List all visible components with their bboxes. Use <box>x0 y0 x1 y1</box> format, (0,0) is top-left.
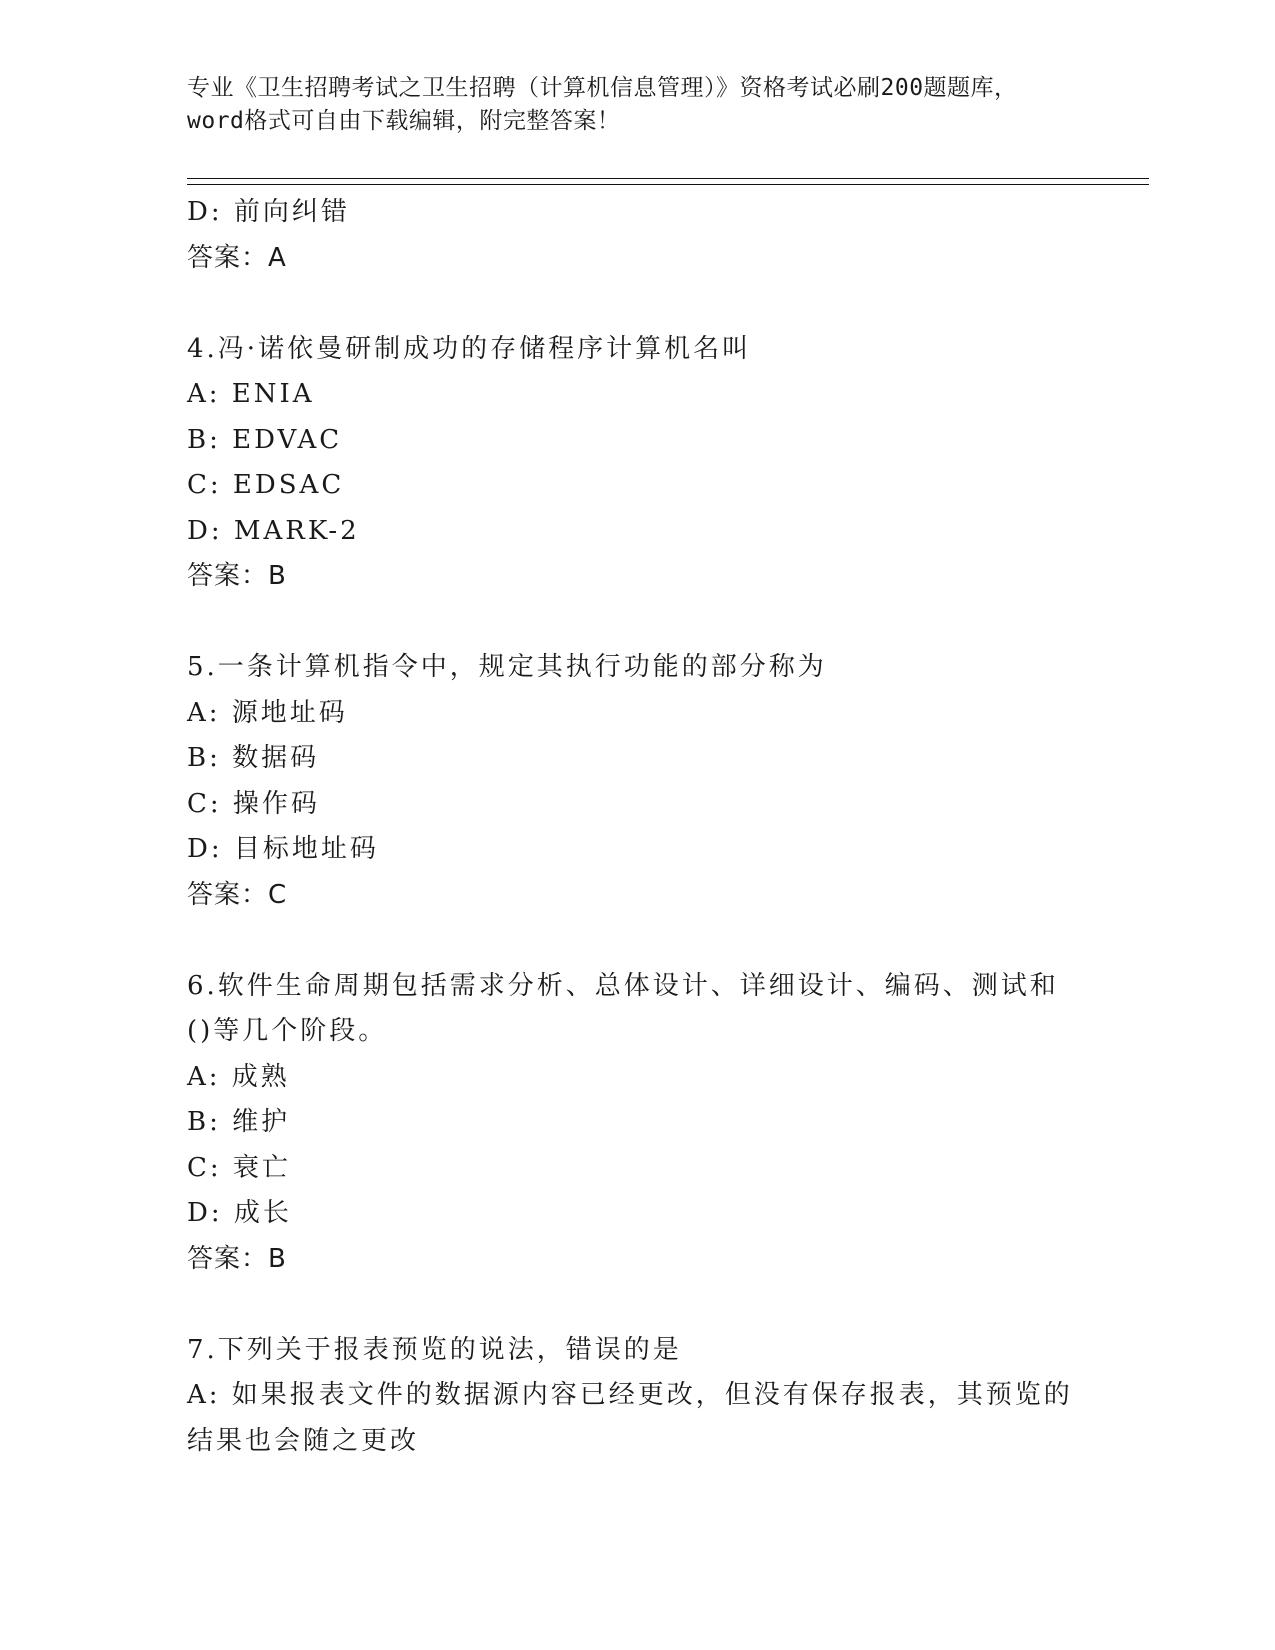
q6-question-line-1: 6.软件生命周期包括需求分析、总体设计、详细设计、编码、测试和 <box>187 970 1059 1001</box>
q7-option-a-line-1: A: 如果报表文件的数据源内容已经更改，但没有保存报表，其预览的 <box>187 1380 1073 1410</box>
q3-option-d: D: 前向纠错 <box>187 197 350 227</box>
q4-answer: 答案：B <box>187 561 287 591</box>
q5-option-d: D: 目标地址码 <box>187 834 379 864</box>
header-divider-top <box>187 178 1149 179</box>
q4-question: 4.冯·诺依曼研制成功的存储程序计算机名叫 <box>187 333 752 364</box>
q5-answer: 答案：C <box>187 879 288 910</box>
q5-option-b: B: 数据码 <box>187 743 320 773</box>
q7-question: 7.下列关于报表预览的说法，错误的是 <box>187 1334 682 1365</box>
header-line-2: word格式可自由下载编辑，附完整答案！ <box>187 108 621 134</box>
header-divider-bottom <box>187 184 1149 185</box>
q7-option-a-line-2: 结果也会随之更改 <box>187 1425 420 1456</box>
q6-answer: 答案：B <box>187 1243 287 1274</box>
question-list <box>187 190 1087 1464</box>
q5-option-c: C: 操作码 <box>187 788 320 819</box>
q5-option-a: A: 源地址码 <box>187 697 348 728</box>
q6-question-line-2: ()等几个阶段。 <box>187 1016 388 1046</box>
q5-question: 5.一条计算机指令中，规定其执行功能的部分称为 <box>187 652 827 682</box>
q4-option-b: B: EDVAC <box>187 424 343 455</box>
header-line-1: 专业《卫生招聘考试之卫生招聘（计算机信息管理）》资格考试必刷200题题库， <box>187 75 1018 101</box>
q3-answer: 答案：A <box>187 242 287 273</box>
document-header <box>187 72 1087 138</box>
q6-option-c: C: 衰亡 <box>187 1152 291 1183</box>
q4-option-a: A: ENIA <box>187 379 315 409</box>
q6-option-a: A: 成熟 <box>187 1061 290 1092</box>
q6-option-d: D: 成长 <box>187 1198 292 1228</box>
q4-option-d: D: MARK-2 <box>187 515 360 546</box>
q4-option-c: C: EDSAC <box>187 470 345 500</box>
q6-option-b: B: 维护 <box>187 1107 291 1137</box>
